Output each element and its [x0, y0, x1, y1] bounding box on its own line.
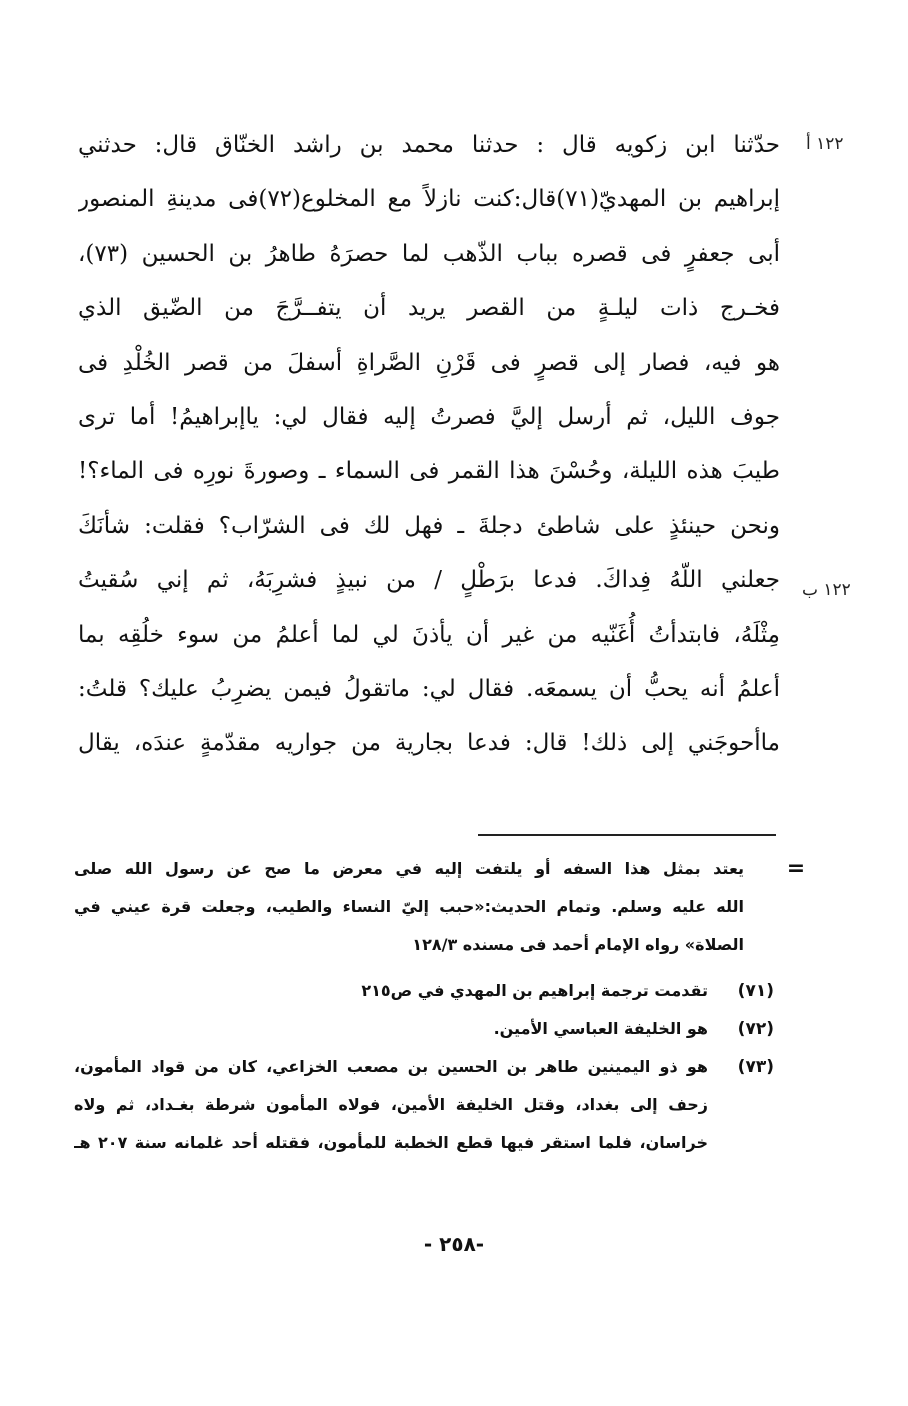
text-line: جعلني اللّهُ فِداكَ. فدعا برَطْلٍ / من نبيذٍ فشرِبَهُ، ثم إني سُقيتُ	[78, 567, 780, 594]
footnote-number: (٧٣)	[737, 1057, 774, 1077]
text-line: جوف الليل، ثم أرسل إليَّ فصرتُ إليه فقال لي: ياإبراهيمُ! أما ترى	[78, 403, 780, 430]
main-text-body	[78, 118, 780, 771]
footnote-line: يعتد بمثل هذا السفه أو يلتفت إليه في معرض ما صح عن رسول الله صلى	[74, 859, 744, 878]
text-line: هو فيه، فصار إلى قصرٍ فى قَرْنِ الصَّراةِ أسفلَ من قصر الخُلْدِ فى	[78, 349, 780, 376]
footnote-line: هو ذو اليمينين طاهر بن الحسين بن مصعب الخزاعي، كان من قواد المأمون،	[74, 1057, 708, 1076]
margin-note-manuscript-folio-a: ١٢٢ أ	[806, 134, 844, 154]
text-line: طيبَ هذه الليلة، وحُسْنَ هذا القمر فى السماء ـ وصورةَ نورِه فى الماء؟!	[78, 458, 780, 485]
text-line: حدّثنا ابن زكويه قال : حدثنا محمد بن راشد الخنّاق قال: حدثني	[78, 132, 780, 158]
page-number: -٢٥٨ -	[423, 1232, 485, 1256]
text-line: إبراهيم بن المهديّ(٧١)قال:كنت نازلاً مع المخلوع(٧٢)فى مدينةِ المنصور	[78, 186, 780, 213]
footnotes-section	[74, 850, 814, 1162]
footnote-71	[74, 972, 814, 1010]
footnote-line: خراسان، فلما استقر فيها قطع الخطبة للمأمون، فقتله أحد غلمانه سنة ٢٠٧ هـ	[74, 1133, 708, 1152]
text-line: أعلمُ أنه يحبُّ أن يسمعَه. فقال لي: ماتقولُ فيمن يضرِبُ عليك؟ قلتُ:	[78, 675, 780, 702]
footnote-72	[74, 1010, 814, 1048]
footnote-73	[74, 1048, 814, 1162]
footnote-line: الصلاة» رواه الإمام أحمد فى مسنده ١٢٨/٣	[412, 935, 744, 954]
continuation-marker: =	[786, 856, 806, 881]
footnote-continued	[74, 850, 814, 964]
text-line: ونحن حينئذٍ على شاطئ دجلةَ ـ فهل لك فى الشرّاب؟ فقلت: شأنَكَ	[78, 512, 780, 539]
footnote-number: (٧١)	[737, 981, 774, 1001]
text-line: مِثْلَهُ، فابتدأتُ أُغَنّيه من غير أن يأذنَ لي لما أعلمُ من سوء خلُقِه بما	[78, 621, 780, 648]
footnote-number: (٧٢)	[737, 1019, 774, 1039]
footnote-line: زحف إلى بغداد، وقتل الخليفة الأمين، فولاه المأمون شرطة بغـداد، ثم ولاه	[74, 1095, 708, 1114]
text-line: أبى جعفرٍ فى قصره بباب الذّهب لما حصرَهُ طاهرُ بن الحسين (٧٣)،	[78, 240, 780, 267]
margin-note-manuscript-folio-b: ١٢٢ ب	[802, 580, 851, 600]
footnote-line: الله عليه وسلم. وتمام الحديث:«حبب إليّ النساء والطيب، وجعلت قرة عيني في	[74, 897, 744, 916]
footnote-line: هو الخليفة العباسي الأمين.	[493, 1019, 708, 1038]
footnote-separator	[478, 834, 776, 836]
footnote-line: تقدمت ترجمة إبراهيم بن المهدي في ص٢١٥	[361, 981, 708, 1000]
text-line: ماأحوجَني إلى ذلك! قال: فدعا بجارية من جواريه مقدّمةٍ عندَه، يقال	[78, 730, 780, 757]
text-line: فخـرج ذات ليلـةٍ من القصر يريد أن يتفــرَّجَ من الضّيق الذي	[78, 295, 780, 322]
